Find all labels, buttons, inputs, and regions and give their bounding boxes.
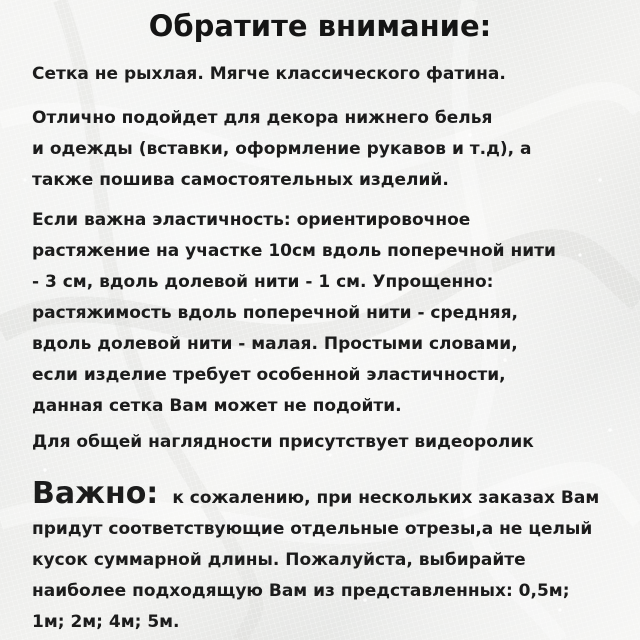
text-line: - 3 см, вдоль долевой нити - 1 см. Упрощенно:	[32, 272, 494, 292]
text-line: придут соответствующие отдельные отрезы,а не целый	[32, 519, 593, 539]
text-line: наиболее подходящую Вам из представленных: 0,5м;	[32, 581, 570, 601]
page-title: Обратите внимание:	[148, 9, 492, 43]
important-first-line	[32, 478, 632, 514]
text-line: данная сетка Вам может не подойти.	[32, 396, 402, 416]
text-line: Для общей наглядности присутствует видеоролик	[32, 432, 534, 452]
text-line: к сожалению, при нескольких заказах Вам	[172, 488, 600, 508]
paragraph-video-note	[32, 427, 632, 458]
important-notice	[32, 478, 632, 638]
text-line: и одежды (вставки, оформление рукавов и т.д), а	[32, 139, 532, 159]
text-line: также пошива самостоятельных изделий.	[32, 170, 449, 190]
text-line: 1м; 2м; 4м; 5м.	[32, 612, 180, 632]
text-line: растяжение на участке 10см вдоль поперечной нити	[32, 241, 556, 261]
paragraph-usage	[32, 103, 632, 196]
paragraph-elasticity	[32, 205, 632, 422]
text-line: растяжимость вдоль поперечной нити - средняя,	[32, 303, 518, 323]
paragraph-mesh-softness	[32, 59, 632, 90]
text-line: Если важна эластичность: ориентировочное	[32, 210, 471, 230]
important-label: Важно:	[32, 476, 159, 511]
text-line: кусок суммарной длины. Пожалуйста, выбирайте	[32, 550, 526, 570]
text-line: вдоль долевой нити - малая. Простыми словами,	[32, 334, 518, 354]
text-line: Отлично подойдет для декора нижнего белья	[32, 108, 493, 128]
text-line: если изделие требует особенной эластичности,	[32, 365, 506, 385]
text-line: Сетка не рыхлая. Мягче классического фатина.	[32, 64, 506, 84]
